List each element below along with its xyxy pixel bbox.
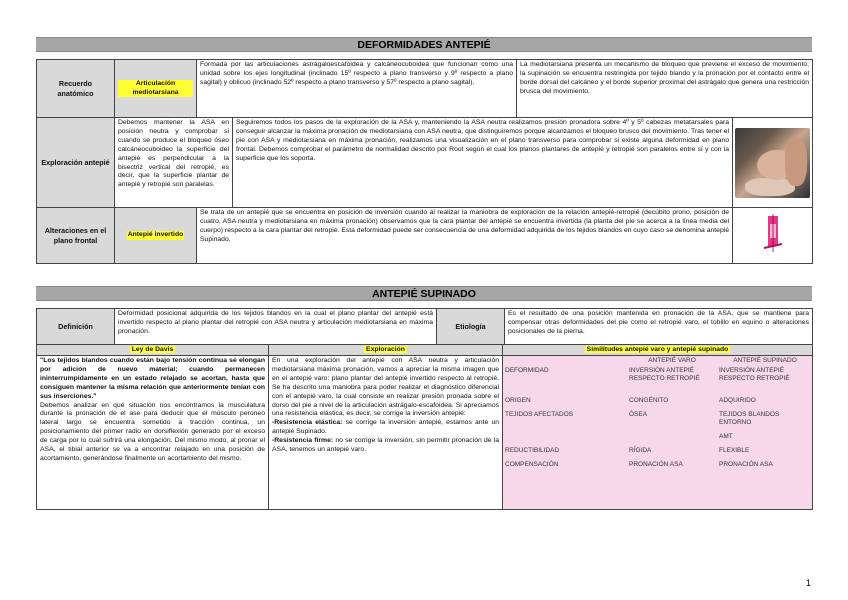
sim-row-a: PRONACIÓN ASA [627, 460, 717, 474]
similitudes-col-supinado: ANTEPIÉ SUPINADO [717, 356, 813, 366]
exploracion-label: Exploración antepié [37, 118, 115, 208]
similitudes-table [503, 356, 813, 474]
sim-row-b: AMT [717, 432, 813, 446]
similitudes-body [503, 356, 813, 510]
inverted-forefoot-icon [762, 214, 784, 254]
sim-row-b: PRONACIÓN ASA [717, 460, 813, 474]
sim-row-a [627, 432, 717, 446]
sim-row-a: RÍGIDA [627, 446, 717, 460]
foot-exploration-photo [735, 128, 810, 198]
sim-row-a: ÓSEA [627, 410, 717, 432]
section-title-deformidades: DEFORMIDADES ANTEPIÉ [36, 37, 812, 52]
sim-row-a: INVERSIÓN ANTEPIÉ RESPECTO RETROPIÉ [627, 366, 717, 396]
alteraciones-text: Se trata de un antepié que se encuentra en posición de inversión cuando al realizar la maniobra de exploración de la relación antepié-retropié (decúbito prono, posición de cuatro, ASA neutra y mediotarsiana en máxima pronación) observamos que la cara plantar del antepié se encuentra invertida (la planta del pie se acerca a la línea media del cuerpo) respecto a la cara plantar del retropié. Esta deformidad puede ser consecuencia de una deformidad adquirida de los tejidos blandos en cuyo caso se denomina antepié Supinado. [197, 208, 733, 264]
sim-row-label: ORIGEN [503, 396, 627, 410]
section-title-supinado: ANTEPIÉ SUPINADO [36, 286, 812, 301]
page-number: 1 [806, 578, 812, 588]
sim-row-label [503, 432, 627, 446]
exploracion-text: En una exploración del antepié con ASA neutra y articulación mediotarsiana máxima pronación, vamos a apreciar la misma imagen que en el antepié varo: plano plantar del antepié invertido respecto al retropié. Se ha descrito una maniobra para poder realizar el diagnóstico diferencial con el antepié varo, la cual consiste en realizar presión pronada sobre el dorso del pie a nivel de la articulación astrágalo-escafoidea. Si apreciamos una resistencia elástica, es decir, se corrige la inversión antepié: [272, 357, 499, 418]
sim-row-b: INVERSIÓN ANTEPIÉ RESPECTO RETROPIÉ [717, 366, 813, 396]
sim-row-label: REDUCTIBILIDAD [503, 446, 627, 460]
exploracion-body [269, 356, 503, 510]
alteraciones-icon-cell [733, 208, 813, 264]
ley-davis-body [37, 356, 269, 510]
alteraciones-tag: Antepié invertido [127, 231, 184, 239]
sim-row-label: COMPENSACIÓN [503, 460, 627, 474]
sim-row-b: TEJIDOS BLANDOS ENTORNO [717, 410, 813, 432]
recuerdo-tag-cell [115, 60, 197, 118]
definicion-text: Deformidad posicional adquirida de los tejidos blandos en la cual el plano plantar del antepié está invertido respecto al plano plantar del retropié con ASA neutra y articulación mediotarsiana en máxima pronación. [115, 309, 437, 345]
recuerdo-label: Recuerdo anatómico [37, 60, 115, 118]
ley-davis-quote: "Los tejidos blandos cuando están bajo tensión continua se elongan por adición de nuevo material; cuando permanecen ininterrumpidamente en un estado relajado se acortan, hasta que consiguen mantener la misma relación que anteriormente tenían con sus inserciones." [40, 357, 265, 400]
exploracion-header: Exploración [269, 345, 503, 356]
ley-davis-text: Debemos analizar en qué situación nos encontramos la musculatura durante la pronación de el ase para deducir que el músculo peroneo lateral largo se encuentra sometido a tracción continua, un posicionamiento del primer radio en dorsiflexión generado por el exceso de carga por lo cual sufrirá una elongación. Del mismo modo, al pronar el ASA, el tibial anterior se va a encontrar relajado en una posición de acortamiento, generándose finalmente un acortamiento del mismo. [40, 401, 265, 462]
similitudes-col-varo: ANTEPIÉ VARO [627, 356, 717, 366]
ley-davis-header: Ley de Davis [37, 345, 269, 356]
recuerdo-text-2: La mediotarsiana presenta un mecanismo de bloqueo que previene el exceso de movimiento; la supinación se encuentra restringida por tejido blando y la pronación por el contacto entre el borde dorsal del calcáneo y el borde superior proximal del astrágalo que genera una restricción brusca del movimiento. [517, 60, 813, 118]
sim-row-b: FLEXIBLE [717, 446, 813, 460]
sim-row-b: ADQUIRIDO [717, 396, 813, 410]
supinado-definition-table [36, 308, 813, 345]
alteraciones-tag-cell [115, 208, 197, 264]
sim-row-a: CONGÉNITO [627, 396, 717, 410]
exploracion-item-firme: -Resistencia firme: no se corrige la inversión, sin permitir pronación de la ASA, tenemos un antepié varo. [272, 437, 499, 454]
recuerdo-tag: Articulación mediotarsiana [118, 80, 193, 98]
etiologia-text: Es el resultado de una posición mantenida en pronación de la ASA, que se mantiene para compensar otras deformidades del pie como el retropié varo, el tobillo en equino o alteraciones posicionales de la pierna. [505, 309, 813, 345]
sim-row-label: TEJIDOS AFECTADOS [503, 410, 627, 432]
sim-row-label: DEFORMIDAD [503, 366, 627, 396]
etiologia-label: Etiología [437, 309, 505, 345]
alteraciones-label: Alteraciones en el plano frontal [37, 208, 115, 264]
definicion-label: Definición [37, 309, 115, 345]
similitudes-header: Similitudes antepié varo y antepié supinado [503, 345, 813, 356]
exploracion-photo-cell [733, 118, 813, 208]
exploracion-item-elastica: -Resistencia elástica: se corrige la inversión antepié, estamos ante un antepié Supinado. [272, 419, 500, 436]
supinado-details-table [36, 344, 813, 510]
recuerdo-text-1: Formada por las articulaciones astrágaloescafoidea y calcáneocuboidea que funcionan como una unidad sobre los ejes longitudinal (inclinado 15º respecto a plano transverso y 9º respecto a plano sagital) y oblicuo (inclinado 52º respecto a plano transverso y 57º respecto a plano sagital). [197, 60, 517, 118]
deformidades-table [36, 59, 813, 264]
exploracion-text-2: Seguiremos todos los pasos de la exploración de la ASA y, manteniendo la ASA neutra realizamos presión pronadora sobre 4º y 5º cabezas metatarsales para conseguir alcanzar la máxima pronación de mediotarsiana con ASA neutra, que distinguiremos porque alcanzamos el bloqueo brusco del movimiento. Tras tener el pie con ASA y mediotarsiana en máxima pronación, realizamos una visualización en el plano transverso para comprobar si existe alguna deformidad en plano frontal. Debemos comprobar el parámetro de normalidad descrito por Root según el cual los planos plantares de antepié y retropié son paralelos entre sí y con la superficie que los soporta. [233, 118, 733, 208]
exploracion-text-1: Debemos mantener la ASA en posición neutra y comprobar si cuando se produce el bloqueo óseo calcáneocuboideo la superficie del antepié es perpendicular a la bisectriz vertical del retropié, es decir, que la superficie plantar de antepié y retropié son paralelas. [115, 118, 233, 208]
